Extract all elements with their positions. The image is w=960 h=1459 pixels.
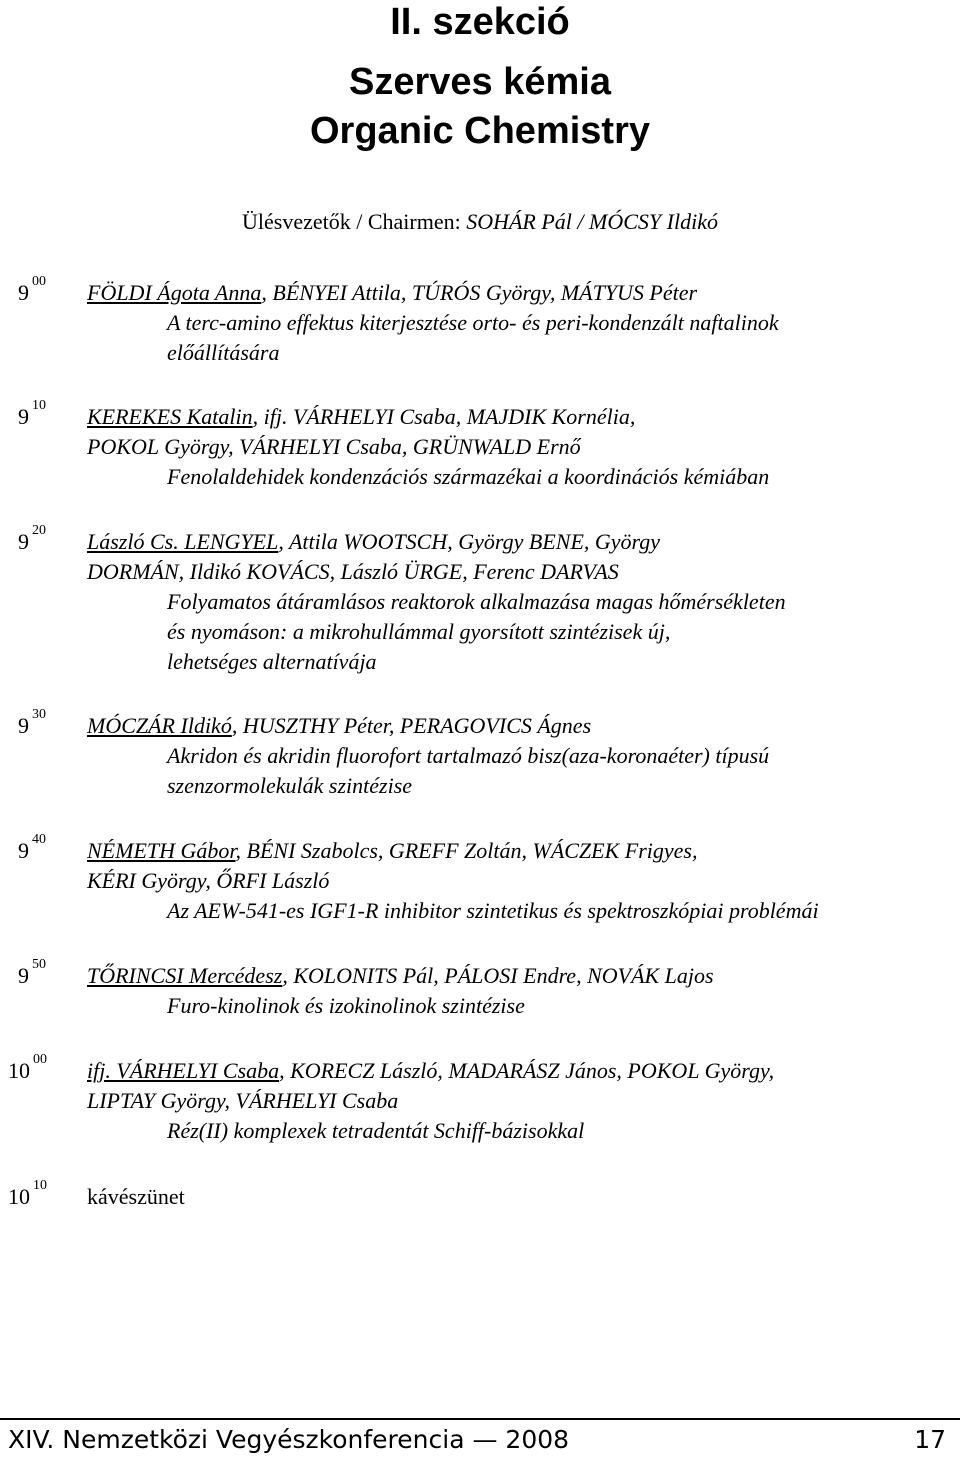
section-title-hungarian: Szerves kémia — [349, 61, 611, 103]
time-label: 9 $^{20}$ — [18, 523, 46, 554]
talk-title: Folyamatos átáramlásos reaktorok alkalmazása magas hőmérsékleten és nyomáson: a mikrohullámmal gyorsított szintézisek új, lehetséges alternatívája — [167, 589, 786, 674]
authors: MÓCZÁR Ildikó, HUSZTHY Péter, PERAGOVICS Ágnes — [87, 713, 592, 738]
section-title-english: Organic Chemistry — [310, 110, 650, 152]
page-number: 17 — [914, 1425, 946, 1454]
talk-title: Az AEW-541-es IGF1-R inhibitor szintetikus és spektroszkópiai problémái — [167, 898, 819, 923]
presenting-author: KEREKES Katalin — [87, 404, 253, 429]
authors: KEREKES Katalin, ifj. VÁRHELYI Csaba, MAJDIK Kornélia, POKOL György, VÁRHELYI Csaba, GRÜNWALD Ernő — [87, 404, 636, 459]
talk-title: Réz(II) komplexek tetradentát Schiff-bázisokkal — [167, 1118, 585, 1143]
talk-title: Furo-kinolinok és izokinolinok szintézise — [167, 993, 525, 1018]
chairmen-names: SOHÁR Pál / MÓCSY Ildikó — [466, 209, 718, 234]
time-label: 9 $^{10}$ — [18, 398, 46, 429]
page-footer — [8, 1424, 946, 1456]
authors: NÉMETH Gábor, BÉNI Szabolcs, GREFF Zoltán, WÁCZEK Frigyes, KÉRI György, ŐRFI László — [87, 838, 698, 893]
presenting-author: ifj. VÁRHELYI Csaba — [87, 1058, 280, 1083]
authors: ifj. VÁRHELYI Csaba, KORECZ László, MADARÁSZ János, POKOL György, LIPTAY György, VÁRHELYI Csaba — [87, 1058, 775, 1113]
footer-conference-name: XIV. Nemzetközi Vegyészkonferencia — 2008 — [8, 1425, 570, 1454]
time-label: 9 $^{40}$ — [18, 832, 46, 863]
footer-divider — [0, 1418, 960, 1420]
talk-title: Fenolaldehidek kondenzációs származékai a koordinációs kémiában — [167, 464, 770, 489]
authors: FÖLDI Ágota Anna, BÉNYEI Attila, TÚRÓS György, MÁTYUS Péter — [87, 280, 698, 305]
talk-title: Akridon és akridin fluorofort tartalmazó bisz(aza-koronaéter) típusú szenzormolekulák szintézise — [167, 743, 770, 798]
authors: László Cs. LENGYEL, Attila WOOTSCH, György BENE, György DORMÁN, Ildikó KOVÁCS, László ÜRGE, Ferenc DARVAS — [87, 529, 661, 584]
authors: TŐRINCSI Mercédesz, KOLONITS Pál, PÁLOSI Endre, NOVÁK Lajos — [87, 963, 714, 988]
presenting-author: László Cs. LENGYEL — [87, 529, 279, 554]
talk-title: A terc-amino effektus kiterjesztése orto- és peri-kondenzált naftalinok előállítására — [167, 310, 779, 365]
coffee-break-label: kávészünet — [87, 1184, 185, 1209]
section-heading: II. szekció — [390, 1, 570, 43]
presenting-author: NÉMETH Gábor — [87, 838, 236, 863]
time-label: 10 $^{00}$ — [8, 1052, 47, 1083]
time-label: 9 $^{50}$ — [18, 957, 46, 988]
presenting-author: TŐRINCSI Mercédesz — [87, 963, 283, 988]
chairmen-line — [0, 207, 960, 237]
time-label: 9 $^{00}$ — [18, 274, 46, 305]
time-label: 10 $^{10}$ — [8, 1178, 47, 1209]
chairmen-label: Ülésvezetők / Chairmen: — [242, 209, 467, 234]
presenting-author: MÓCZÁR Ildikó — [87, 713, 232, 738]
presenting-author: FÖLDI Ágota Anna — [87, 280, 262, 305]
time-label: 9 $^{30}$ — [18, 707, 46, 738]
